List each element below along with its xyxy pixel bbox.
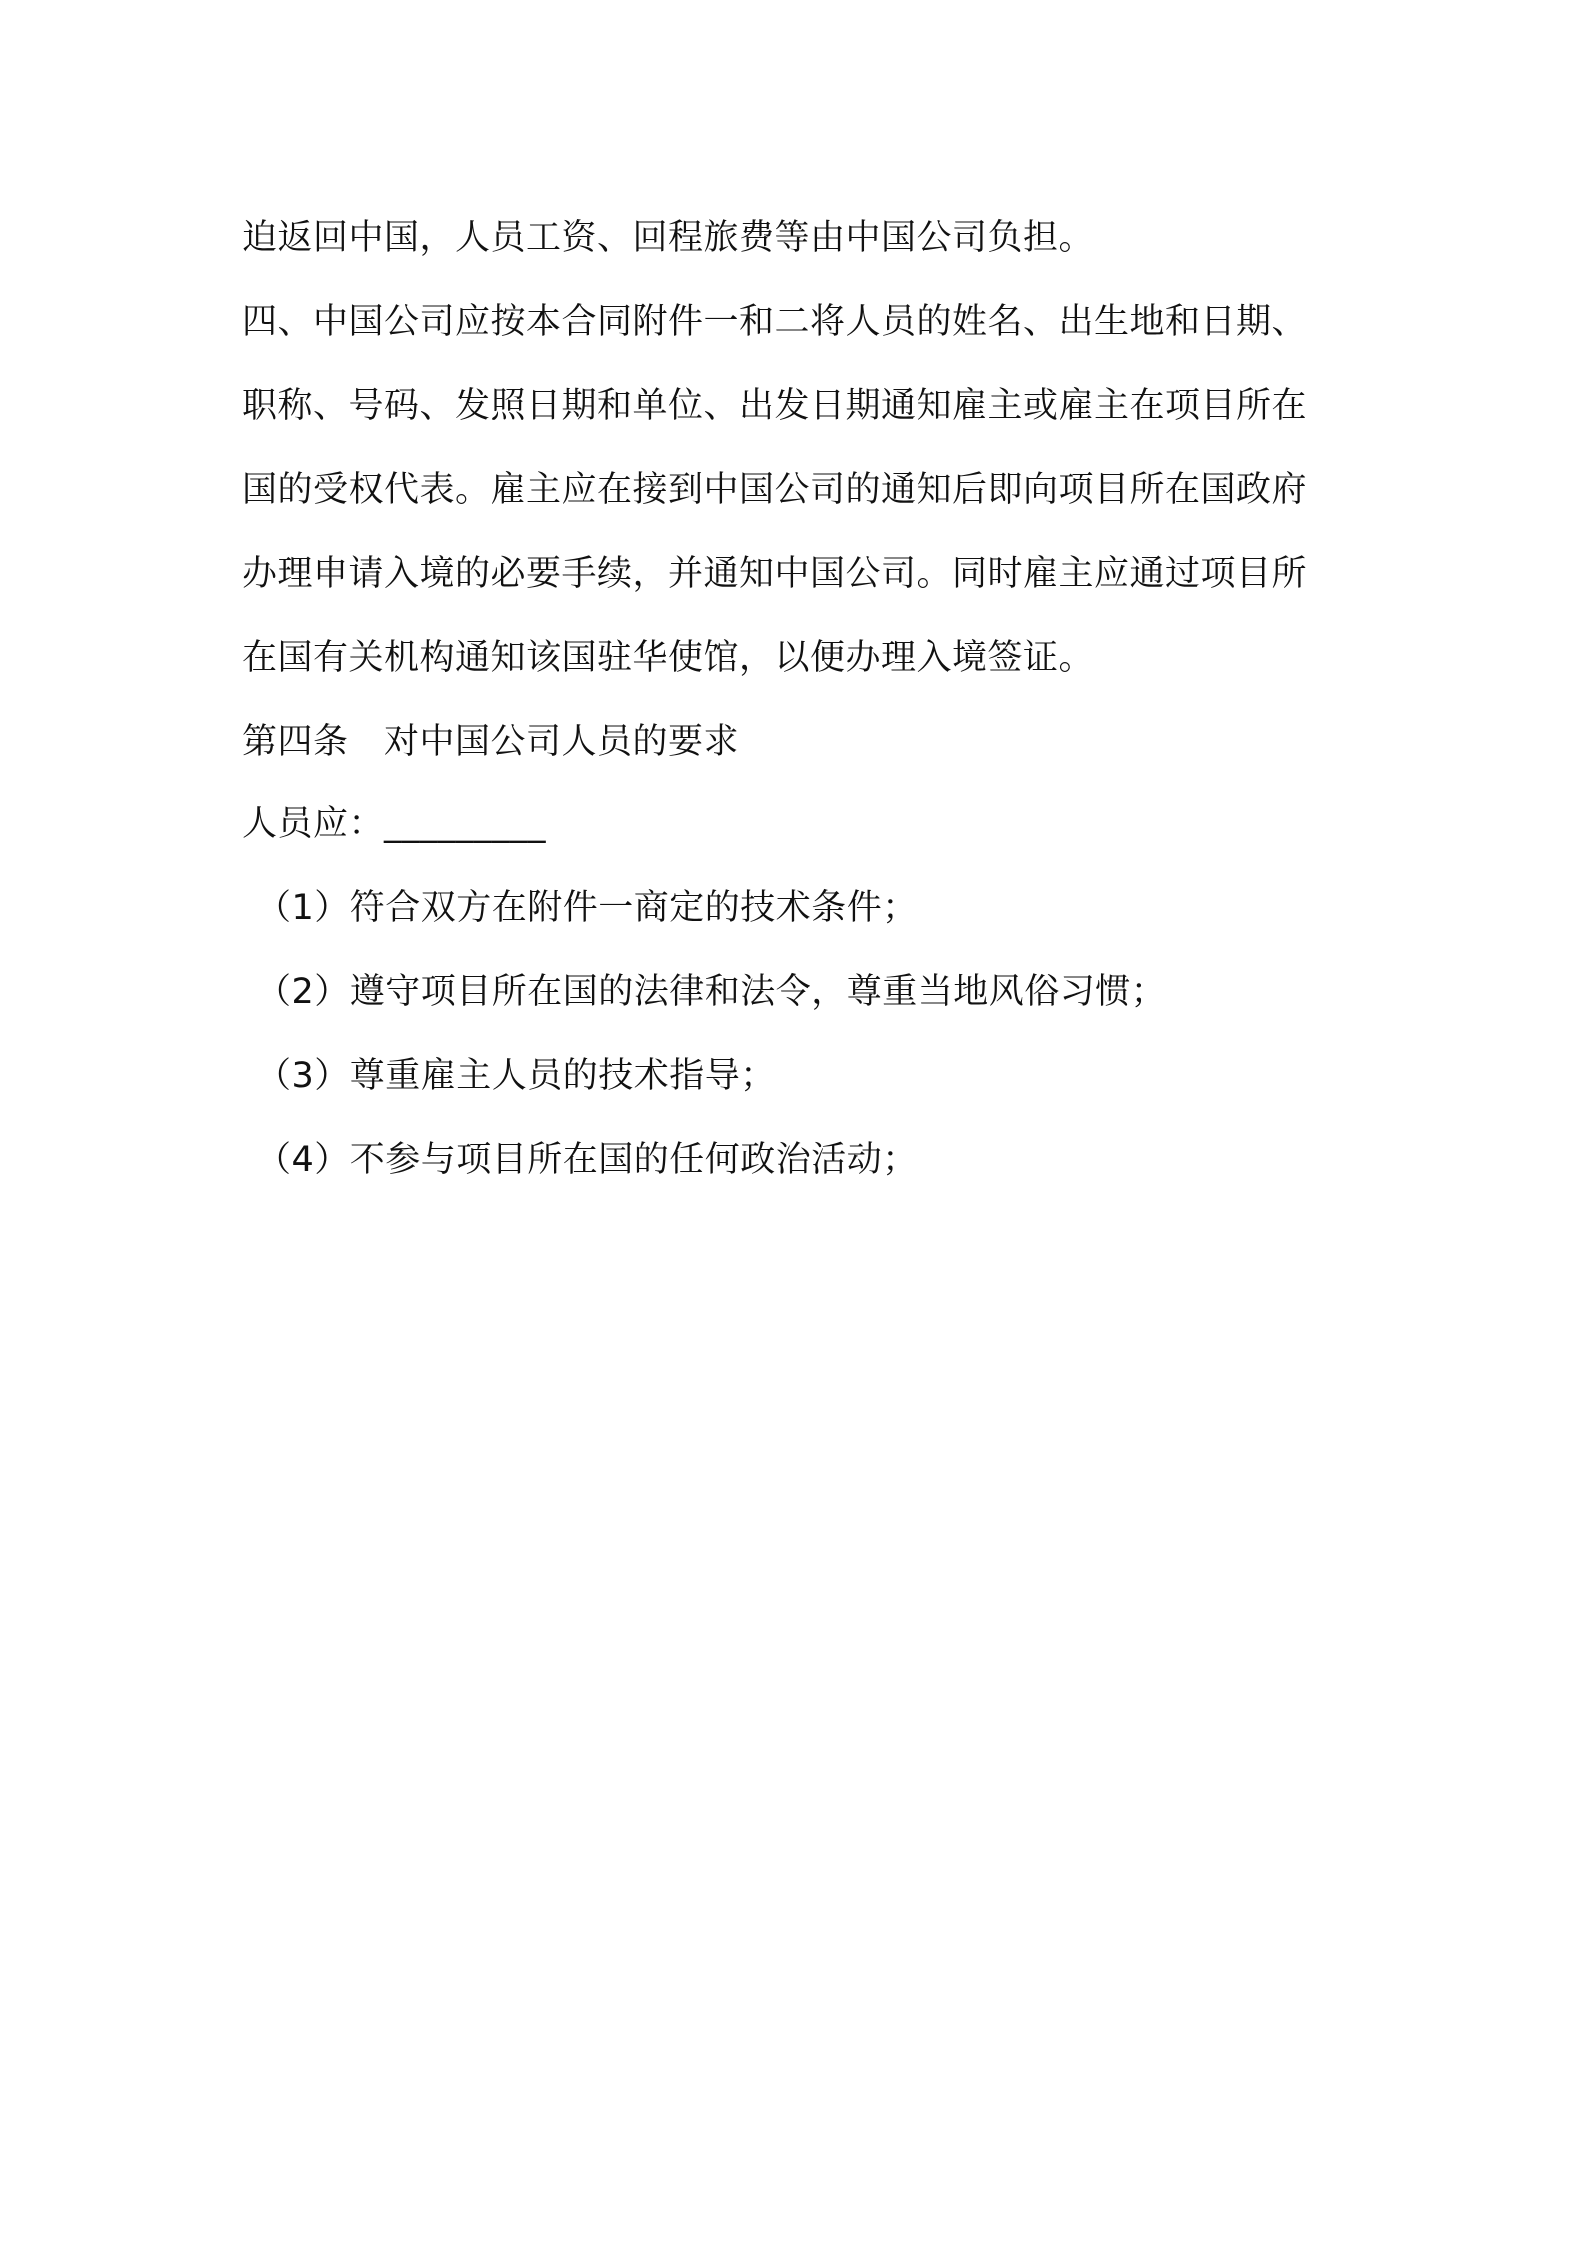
requirements-intro: 人员应：_________	[242, 804, 547, 844]
paragraph-line: 在国有关机构通知该国驻华使馆，以便办理入境签证。	[242, 638, 1095, 678]
paragraph-line: 职称、号码、发照日期和单位、出发日期通知雇主或雇主在项目所在	[242, 386, 1308, 426]
paragraph-clause3-continuation: 迫返回中国，人员工资、回程旅费等由中国公司负担。	[242, 218, 1095, 258]
paragraph-line: 四、中国公司应按本合同附件一和二将人员的姓名、出生地和日期、	[242, 302, 1308, 342]
requirements-list	[242, 866, 1362, 1202]
list-item: （3）尊重雇主人员的技术指导；	[256, 1056, 776, 1096]
list-item: （1）符合双方在附件一商定的技术条件；	[256, 888, 918, 928]
document-body	[242, 196, 1362, 1202]
list-item: （2）遵守项目所在国的法律和法令，尊重当地风俗习惯；	[256, 972, 1167, 1012]
paragraph-line: 办理申请入境的必要手续，并通知中国公司。同时雇主应通过项目所	[242, 554, 1308, 594]
article-4-heading: 第四条 对中国公司人员的要求	[242, 722, 740, 762]
paragraph-line: 国的受权代表。雇主应在接到中国公司的通知后即向项目所在国政府	[242, 470, 1308, 510]
paragraph-clause-4	[242, 280, 1362, 700]
list-item: （4）不参与项目所在国的任何政治活动；	[256, 1140, 918, 1180]
